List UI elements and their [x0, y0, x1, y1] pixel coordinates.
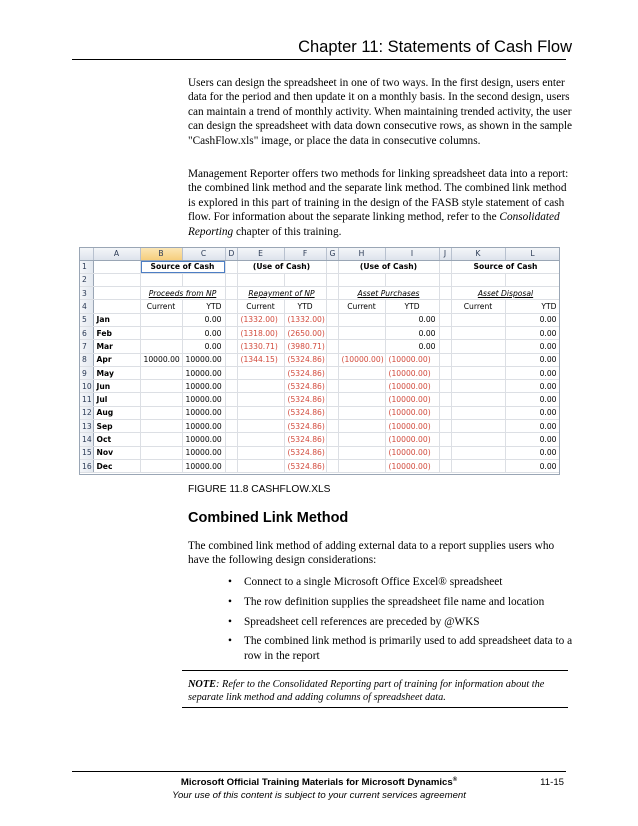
cell[interactable]: [439, 380, 451, 393]
cell[interactable]: [225, 393, 237, 406]
cell[interactable]: [225, 326, 237, 339]
note-text: : Refer to the Consolidated Reporting part of training for information about the separate link method and adding columns of spreadsheet data.: [188, 679, 545, 704]
bullet-glyph: •: [228, 635, 232, 648]
note-bottom-rule: [182, 707, 568, 708]
subgroup-title-cell[interactable]: Repayment of NP: [237, 287, 326, 300]
cell[interactable]: [326, 273, 338, 286]
spreadsheet-row: [80, 260, 560, 273]
ytd-value-cell[interactable]: 0.00: [505, 433, 560, 446]
cell[interactable]: [326, 366, 338, 379]
ytd-value-cell[interactable]: (10000.00): [385, 446, 439, 459]
current-value-cell[interactable]: [451, 326, 505, 339]
cell[interactable]: [225, 366, 237, 379]
cell[interactable]: [439, 340, 451, 353]
column-header-b[interactable]: B: [140, 248, 182, 260]
cell[interactable]: [326, 380, 338, 393]
row-header[interactable]: 3: [80, 287, 93, 300]
row-header[interactable]: 8: [80, 353, 93, 366]
header-divider: [72, 59, 566, 60]
cell[interactable]: [225, 433, 237, 446]
current-label-cell[interactable]: Current: [237, 300, 284, 313]
row-header[interactable]: 7: [80, 340, 93, 353]
cell[interactable]: [439, 366, 451, 379]
group-title-cell[interactable]: Source of Cash: [451, 260, 560, 273]
current-value-cell[interactable]: 10000.00: [140, 353, 182, 366]
row-header[interactable]: 15: [80, 446, 93, 459]
cell[interactable]: [225, 313, 237, 326]
spreadsheet-row: [80, 433, 560, 446]
current-value-cell[interactable]: [451, 459, 505, 472]
row-header[interactable]: 13: [80, 420, 93, 433]
current-value-cell[interactable]: (10000.00): [338, 353, 385, 366]
cashflow-spreadsheet: [79, 247, 560, 475]
list-item-text: The row definition supplies the spreadsheet file name and location: [244, 595, 545, 608]
ytd-value-cell[interactable]: 10000.00: [182, 393, 225, 406]
ytd-value-cell[interactable]: (5324.86): [284, 393, 326, 406]
current-value-cell[interactable]: (1318.00): [237, 326, 284, 339]
ytd-value-cell[interactable]: (10000.00): [385, 433, 439, 446]
current-value-cell[interactable]: [140, 340, 182, 353]
bullet-glyph: •: [228, 576, 232, 588]
cell[interactable]: [439, 300, 451, 313]
current-value-cell[interactable]: [338, 366, 385, 379]
section-heading: Combined Link Method: [188, 510, 349, 526]
current-value-cell[interactable]: [451, 420, 505, 433]
column-header-f[interactable]: F: [284, 248, 326, 260]
ytd-value-cell[interactable]: (10000.00): [385, 366, 439, 379]
cell[interactable]: [225, 446, 237, 459]
cell[interactable]: [439, 393, 451, 406]
cell[interactable]: [439, 433, 451, 446]
group-title-cell[interactable]: (Use of Cash): [237, 260, 326, 273]
ytd-value-cell[interactable]: 0.00: [505, 420, 560, 433]
cell[interactable]: [225, 300, 237, 313]
row-header[interactable]: 14: [80, 433, 93, 446]
ytd-value-cell[interactable]: (10000.00): [385, 420, 439, 433]
consideration-list: [228, 575, 574, 669]
current-value-cell[interactable]: [451, 380, 505, 393]
cell[interactable]: [326, 420, 338, 433]
row-header[interactable]: 11: [80, 393, 93, 406]
cell[interactable]: [140, 273, 182, 286]
cell[interactable]: [439, 287, 451, 300]
ytd-value-cell[interactable]: 0.00: [505, 459, 560, 472]
spreadsheet-row: [80, 313, 560, 326]
list-item: [228, 634, 574, 663]
ytd-value-cell[interactable]: 0.00: [182, 326, 225, 339]
ytd-value-cell[interactable]: (5324.86): [284, 433, 326, 446]
current-value-cell[interactable]: [140, 406, 182, 419]
column-header-c[interactable]: C: [182, 248, 225, 260]
footer-agreement: Your use of this content is subject to your current services agreement: [172, 790, 466, 801]
month-cell[interactable]: Jul: [93, 393, 140, 406]
ytd-value-cell[interactable]: 10000.00: [182, 446, 225, 459]
ytd-value-cell[interactable]: 10000.00: [182, 420, 225, 433]
cell[interactable]: [439, 446, 451, 459]
current-value-cell[interactable]: [338, 340, 385, 353]
spreadsheet-row: [80, 353, 560, 366]
bullet-glyph: •: [228, 595, 232, 608]
current-label-cell[interactable]: Current: [451, 300, 505, 313]
cell[interactable]: [326, 406, 338, 419]
current-value-cell[interactable]: [338, 393, 385, 406]
column-header-j[interactable]: J: [439, 248, 451, 260]
cell[interactable]: [225, 287, 237, 300]
cell[interactable]: [439, 353, 451, 366]
ytd-value-cell[interactable]: (1332.00): [284, 313, 326, 326]
ytd-value-cell[interactable]: (5324.86): [284, 353, 326, 366]
current-value-cell[interactable]: [237, 366, 284, 379]
spreadsheet-row: [80, 340, 560, 353]
cell[interactable]: [93, 300, 140, 313]
cell[interactable]: [326, 433, 338, 446]
chapter-title: Chapter 11: Statements of Cash Flow: [298, 38, 572, 56]
row-header[interactable]: 2: [80, 273, 93, 286]
ytd-value-cell[interactable]: (5324.86): [284, 406, 326, 419]
registered-mark: ®: [452, 777, 458, 783]
current-value-cell[interactable]: (1332.00): [237, 313, 284, 326]
current-value-cell[interactable]: [140, 393, 182, 406]
current-value-cell[interactable]: [338, 446, 385, 459]
ytd-value-cell[interactable]: (10000.00): [385, 393, 439, 406]
ytd-value-cell[interactable]: 0.00: [505, 313, 560, 326]
note-top-rule: [182, 670, 568, 671]
list-item-text: The combined link method is primarily used to add spreadsheet data to a row in the report: [244, 635, 573, 662]
current-label-cell[interactable]: Current: [338, 300, 385, 313]
current-value-cell[interactable]: [140, 446, 182, 459]
current-value-cell[interactable]: [451, 366, 505, 379]
cell[interactable]: [439, 459, 451, 472]
current-value-cell[interactable]: [338, 420, 385, 433]
cell[interactable]: [338, 273, 385, 286]
cell[interactable]: [225, 260, 237, 273]
ytd-value-cell[interactable]: 10000.00: [182, 459, 225, 472]
row-header[interactable]: 5: [80, 313, 93, 326]
cell[interactable]: [326, 313, 338, 326]
ytd-value-cell[interactable]: 10000.00: [182, 406, 225, 419]
cell[interactable]: [326, 260, 338, 273]
cell[interactable]: [225, 380, 237, 393]
cell[interactable]: [225, 406, 237, 419]
cell[interactable]: [385, 273, 439, 286]
ytd-value-cell[interactable]: (3980.71): [284, 340, 326, 353]
cell[interactable]: [326, 300, 338, 313]
ytd-value-cell[interactable]: 10000.00: [182, 366, 225, 379]
month-cell[interactable]: Jan: [93, 313, 140, 326]
cell[interactable]: [326, 353, 338, 366]
column-header-a[interactable]: A: [93, 248, 140, 260]
current-value-cell[interactable]: [237, 459, 284, 472]
ytd-value-cell[interactable]: (5324.86): [284, 420, 326, 433]
cell[interactable]: [225, 459, 237, 472]
column-header-row: [80, 248, 560, 260]
current-value-cell[interactable]: [451, 406, 505, 419]
spreadsheet-row: [80, 420, 560, 433]
current-value-cell[interactable]: [140, 326, 182, 339]
intro-paragraph-2: [188, 167, 574, 239]
subgroup-title-cell[interactable]: Asset Purchases: [338, 287, 439, 300]
current-value-cell[interactable]: [451, 353, 505, 366]
ytd-value-cell[interactable]: (2650.00): [284, 326, 326, 339]
cell[interactable]: [326, 340, 338, 353]
month-cell[interactable]: Aug: [93, 406, 140, 419]
cell[interactable]: [439, 326, 451, 339]
row-header[interactable]: 10: [80, 380, 93, 393]
current-value-cell[interactable]: [451, 340, 505, 353]
ytd-value-cell[interactable]: 0.00: [505, 446, 560, 459]
column-header-k[interactable]: K: [451, 248, 505, 260]
list-item-text: Spreadsheet cell references are preceded by @WKS: [244, 615, 480, 628]
subgroup-title-cell[interactable]: Proceeds from NP: [140, 287, 225, 300]
intro-paragraph-2-end: chapter of this training.: [233, 225, 342, 238]
select-all-corner[interactable]: [80, 248, 93, 260]
row-header[interactable]: 9: [80, 366, 93, 379]
row-header[interactable]: 6: [80, 326, 93, 339]
current-value-cell[interactable]: (1344.15): [237, 353, 284, 366]
current-value-cell[interactable]: [237, 380, 284, 393]
ytd-value-cell[interactable]: 10000.00: [182, 433, 225, 446]
intro-paragraph-2-start: Management Reporter offers two methods for linking spreadsheet data into a report: the combined link method and the separate link method. The combined link method is explored in this part of training in the design of the FASB style statement of cash flow. For information about the separate linking method, refer to the: [188, 168, 569, 224]
month-cell[interactable]: Feb: [93, 326, 140, 339]
cell[interactable]: [237, 273, 284, 286]
current-value-cell[interactable]: [338, 433, 385, 446]
spreadsheet-row: [80, 273, 560, 286]
ytd-value-cell[interactable]: 0.00: [385, 340, 439, 353]
cell[interactable]: [326, 446, 338, 459]
current-value-cell[interactable]: [140, 380, 182, 393]
spreadsheet-row: [80, 366, 560, 379]
ytd-value-cell[interactable]: (10000.00): [385, 380, 439, 393]
month-cell[interactable]: Dec: [93, 459, 140, 472]
list-item: [228, 595, 574, 609]
ytd-value-cell[interactable]: (10000.00): [385, 353, 439, 366]
cell[interactable]: [284, 273, 326, 286]
list-item-text: Connect to a single Microsoft Office Excel® spreadsheet: [244, 576, 503, 588]
month-cell[interactable]: Jun: [93, 380, 140, 393]
column-header-e[interactable]: E: [237, 248, 284, 260]
row-header[interactable]: 1: [80, 260, 93, 273]
month-cell[interactable]: Oct: [93, 433, 140, 446]
current-value-cell[interactable]: [338, 459, 385, 472]
current-value-cell[interactable]: [451, 313, 505, 326]
note-box: [188, 678, 564, 704]
ytd-label-cell[interactable]: YTD: [505, 300, 560, 313]
ytd-value-cell[interactable]: 0.00: [182, 340, 225, 353]
spreadsheet-row: [80, 300, 560, 313]
cell[interactable]: [326, 459, 338, 472]
current-value-cell[interactable]: [140, 366, 182, 379]
current-value-cell[interactable]: [140, 313, 182, 326]
list-item: [228, 615, 574, 629]
cell[interactable]: [93, 260, 140, 273]
ytd-value-cell[interactable]: 0.00: [505, 353, 560, 366]
ytd-value-cell[interactable]: 0.00: [505, 326, 560, 339]
spreadsheet-row: [80, 406, 560, 419]
ytd-value-cell[interactable]: 0.00: [505, 366, 560, 379]
cell[interactable]: [225, 273, 237, 286]
column-header-h[interactable]: H: [338, 248, 385, 260]
ytd-value-cell[interactable]: (5324.86): [284, 459, 326, 472]
cell[interactable]: [225, 420, 237, 433]
current-value-cell[interactable]: [338, 326, 385, 339]
month-cell[interactable]: Mar: [93, 340, 140, 353]
ytd-value-cell[interactable]: 0.00: [385, 313, 439, 326]
column-header-g[interactable]: G: [326, 248, 338, 260]
spreadsheet-row: [80, 393, 560, 406]
row-header[interactable]: 16: [80, 459, 93, 472]
cell[interactable]: [451, 273, 505, 286]
ytd-value-cell[interactable]: 0.00: [505, 406, 560, 419]
current-label-cell[interactable]: Current: [140, 300, 182, 313]
ytd-value-cell[interactable]: 0.00: [385, 326, 439, 339]
ytd-value-cell[interactable]: 0.00: [505, 380, 560, 393]
current-value-cell[interactable]: [237, 393, 284, 406]
figure-caption: FIGURE 11.8 CASHFLOW.XLS: [188, 484, 331, 495]
section-intro: The combined link method of adding external data to a report supplies users who have the following design considerations:: [188, 540, 555, 567]
current-value-cell[interactable]: [140, 420, 182, 433]
current-value-cell[interactable]: [338, 313, 385, 326]
current-value-cell[interactable]: [140, 459, 182, 472]
ytd-value-cell[interactable]: (5324.86): [284, 380, 326, 393]
ytd-value-cell[interactable]: 10000.00: [182, 353, 225, 366]
current-value-cell[interactable]: [237, 420, 284, 433]
row-header[interactable]: 12: [80, 406, 93, 419]
month-cell[interactable]: Apr: [93, 353, 140, 366]
ytd-value-cell[interactable]: (5324.86): [284, 366, 326, 379]
ytd-value-cell[interactable]: 0.00: [182, 313, 225, 326]
current-value-cell[interactable]: [237, 406, 284, 419]
ytd-value-cell[interactable]: 0.00: [505, 340, 560, 353]
cell[interactable]: [505, 273, 560, 286]
ytd-label-cell[interactable]: YTD: [284, 300, 326, 313]
ytd-value-cell[interactable]: 10000.00: [182, 380, 225, 393]
page-number: 11-15: [540, 777, 564, 788]
group-title-cell[interactable]: Source of Cash: [140, 260, 225, 273]
month-cell[interactable]: May: [93, 366, 140, 379]
cell[interactable]: [225, 340, 237, 353]
column-header-l[interactable]: L: [505, 248, 560, 260]
cell[interactable]: [326, 326, 338, 339]
cell[interactable]: [326, 287, 338, 300]
note-label: NOTE: [188, 679, 217, 690]
cell[interactable]: [439, 260, 451, 273]
footer-title-text: Microsoft Official Training Materials for Microsoft Dynamics: [180, 777, 453, 789]
cell[interactable]: [439, 313, 451, 326]
cell[interactable]: [225, 353, 237, 366]
cell[interactable]: [326, 393, 338, 406]
current-value-cell[interactable]: [338, 406, 385, 419]
spreadsheet-row: [80, 380, 560, 393]
intro-paragraph-1: Users can design the spreadsheet in one of two ways. In the first design, users enter data for the period and then update it on a monthly basis. In the second design, users can maintain a trend of monthly activity. When maintaining trended activity, the user can design the spreadsheet with data down consecutive rows, as shown in the sample "CashFlow.xls" image, or place the data in consecutive columns.: [188, 77, 572, 147]
current-value-cell[interactable]: [140, 433, 182, 446]
spreadsheet-row: [80, 459, 560, 472]
cell[interactable]: [439, 273, 451, 286]
row-header[interactable]: 4: [80, 300, 93, 313]
chapter-reference: Consolidated Reporting: [188, 211, 560, 238]
current-value-cell[interactable]: [237, 433, 284, 446]
current-value-cell[interactable]: [237, 446, 284, 459]
cell[interactable]: [93, 287, 140, 300]
current-value-cell[interactable]: (1330.71): [237, 340, 284, 353]
month-cell[interactable]: Sep: [93, 420, 140, 433]
current-value-cell[interactable]: [451, 433, 505, 446]
spreadsheet-row: [80, 446, 560, 459]
column-header-d[interactable]: D: [225, 248, 237, 260]
footer-divider: [72, 771, 566, 772]
spreadsheet-row: [80, 326, 560, 339]
current-value-cell[interactable]: [338, 380, 385, 393]
ytd-label-cell[interactable]: YTD: [182, 300, 225, 313]
cell[interactable]: [93, 273, 140, 286]
subgroup-title-cell[interactable]: Asset Disposal: [451, 287, 560, 300]
ytd-value-cell[interactable]: (10000.00): [385, 459, 439, 472]
ytd-value-cell[interactable]: (10000.00): [385, 406, 439, 419]
ytd-value-cell[interactable]: 0.00: [505, 393, 560, 406]
bullet-glyph: •: [228, 615, 232, 628]
ytd-value-cell[interactable]: (5324.86): [284, 446, 326, 459]
month-cell[interactable]: Nov: [93, 446, 140, 459]
current-value-cell[interactable]: [451, 446, 505, 459]
cell[interactable]: [439, 420, 451, 433]
cell[interactable]: [182, 273, 225, 286]
group-title-cell[interactable]: (Use of Cash): [338, 260, 439, 273]
column-header-i[interactable]: I: [385, 248, 439, 260]
current-value-cell[interactable]: [451, 393, 505, 406]
list-item: [228, 575, 574, 589]
cell[interactable]: [439, 406, 451, 419]
spreadsheet-row: [80, 287, 560, 300]
ytd-label-cell[interactable]: YTD: [385, 300, 439, 313]
